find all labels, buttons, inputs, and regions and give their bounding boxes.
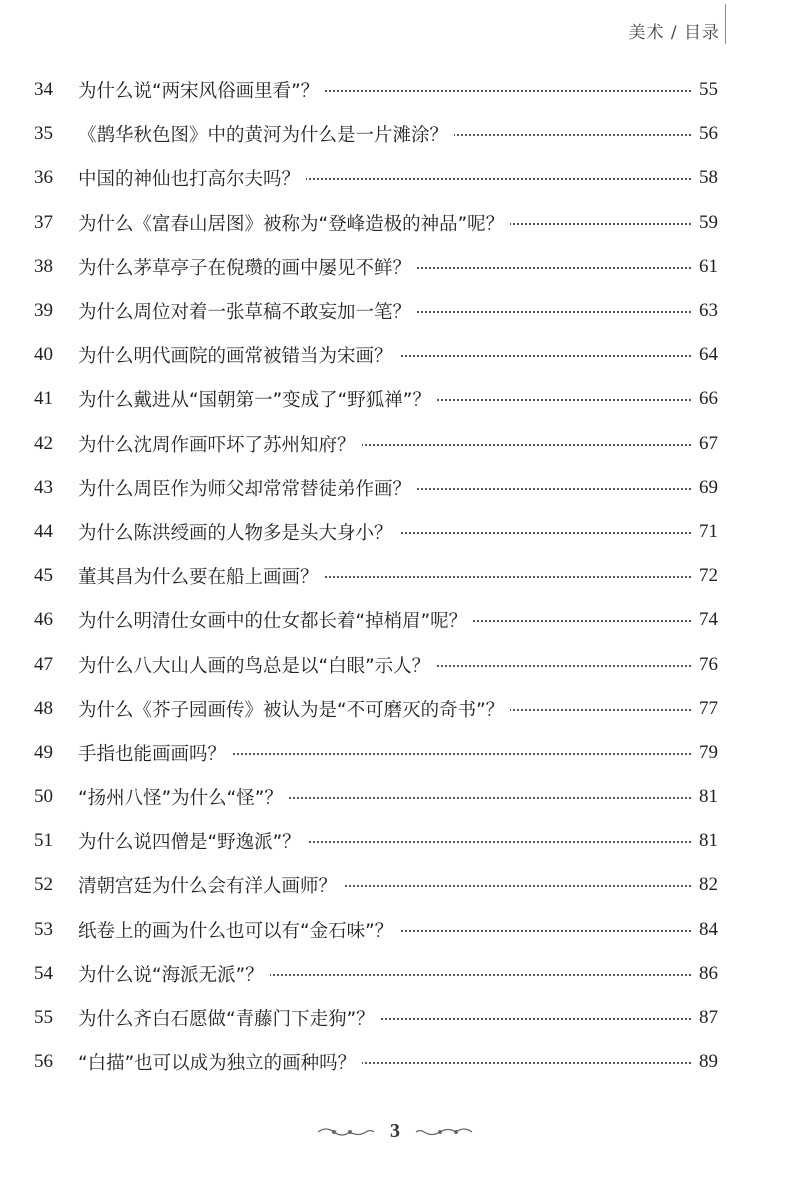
toc-entry [0,598,790,642]
entry-title: 为什么戴进从“国朝第一”变成了“野狐禅”？ [78,386,437,412]
entry-number: 43 [34,476,53,498]
entry-page: 81 [693,786,718,808]
toc-entry [0,68,790,112]
toc-entry [0,422,790,466]
toc-entry [0,819,790,863]
entry-page: 82 [693,874,718,896]
left-ornament-icon [316,1125,376,1139]
entry-title: 为什么齐白石愿做“青藤门下走狗”？ [78,1005,381,1031]
toc-entry [0,377,790,421]
entry-number: 47 [34,653,53,675]
entry-title: 清朝宫廷为什么会有洋人画师？ [78,872,343,898]
entry-page: 64 [693,344,718,366]
entry-title: 为什么说四僧是“野逸派”？ [78,828,307,854]
toc-entry [0,245,790,289]
entry-number: 46 [34,609,53,631]
entry-page: 87 [693,1007,718,1029]
entry-page: 86 [693,963,718,985]
entry-title: “白描”也可以成为独立的画种吗？ [78,1049,362,1075]
entry-number: 37 [34,211,53,233]
entry-page: 79 [693,742,718,764]
entry-number: 56 [34,1051,53,1073]
entry-title: 为什么陈洪绶画的人物多是头大身小？ [78,519,399,545]
entry-number: 54 [34,962,53,984]
toc-entry [0,510,790,554]
entry-number: 41 [34,388,53,410]
entry-page: 61 [693,256,718,278]
toc-entry [0,289,790,333]
entry-number: 38 [34,255,53,277]
entry-number: 39 [34,300,53,322]
entry-page: 77 [693,698,718,720]
entry-title: 为什么茅草亭子在倪瓒的画中屡见不鲜？ [78,254,417,280]
toc-entry [0,996,790,1040]
toc-entry [0,642,790,686]
entry-number: 53 [34,918,53,940]
toc-entry [0,112,790,156]
entry-title: 董其昌为什么要在船上画画？ [78,563,325,589]
table-of-contents [0,68,790,1084]
entry-title: 为什么周位对着一张草稿不敢妄加一笔？ [78,298,417,324]
toc-entry [0,1040,790,1084]
entry-title: 手指也能画画吗？ [78,740,232,766]
entry-title: 为什么八大山人画的鸟总是以“白眼”示人？ [78,652,436,678]
toc-entry [0,908,790,952]
toc-entry [0,731,790,775]
entry-title: 为什么沈周作画吓坏了苏州知府？ [78,431,362,457]
entry-title: 为什么明清仕女画中的仕女都长着“掉梢眉”呢？ [78,607,473,633]
entry-title: “扬州八怪”为什么“怪”？ [78,784,289,810]
toc-entry [0,863,790,907]
entry-page: 67 [693,433,718,455]
entry-page: 71 [693,521,718,543]
entry-page: 81 [693,830,718,852]
entry-number: 52 [34,874,53,896]
toc-entry [0,687,790,731]
entry-number: 35 [34,123,53,145]
entry-number: 40 [34,344,53,366]
entry-number: 36 [34,167,53,189]
entry-page: 84 [693,919,718,941]
entry-page: 59 [693,212,718,234]
entry-page: 74 [693,609,718,631]
entry-page: 55 [693,79,718,101]
entry-page: 72 [693,565,718,587]
entry-page: 58 [693,167,718,189]
entry-page: 69 [693,477,718,499]
toc-entry [0,156,790,200]
toc-entry [0,554,790,598]
entry-page: 56 [693,123,718,145]
entry-page: 63 [693,300,718,322]
page-number: 3 [390,1120,400,1142]
running-header: 美术 / 目录 [628,23,720,43]
entry-title: 为什么周臣作为师父却常常替徒弟作画？ [78,475,417,501]
entry-title: 为什么《富春山居图》被称为“登峰造极的神品”呢？ [78,210,510,236]
entry-title: 《鹊华秋色图》中的黄河为什么是一片滩涂？ [78,121,454,147]
entry-title: 纸卷上的画为什么也可以有“金石味”？ [78,917,399,943]
toc-entry [0,201,790,245]
entry-number: 49 [34,741,53,763]
entry-page: 66 [693,388,718,410]
entry-title: 为什么明代画院的画常被错当为宋画？ [78,342,399,368]
entry-number: 48 [34,697,53,719]
entry-number: 34 [34,79,53,101]
toc-entry [0,333,790,377]
entry-number: 45 [34,565,53,587]
entry-title: 为什么《芥子园画传》被认为是“不可磨灭的奇书”？ [78,696,510,722]
entry-title: 中国的神仙也打高尔夫吗？ [78,165,306,191]
entry-page: 89 [693,1051,718,1073]
page-footer [0,1120,790,1143]
entry-number: 44 [34,520,53,542]
entry-number: 55 [34,1007,53,1029]
entry-number: 42 [34,432,53,454]
entry-title: 为什么说“两宋风俗画里看”？ [78,77,325,103]
entry-page: 76 [693,654,718,676]
toc-entry [0,775,790,819]
right-ornament-icon [414,1125,474,1139]
entry-title: 为什么说“海派无派”？ [78,961,270,987]
entry-number: 50 [34,786,53,808]
header-rule [725,4,726,44]
entry-number: 51 [34,830,53,852]
toc-entry [0,466,790,510]
toc-entry [0,952,790,996]
